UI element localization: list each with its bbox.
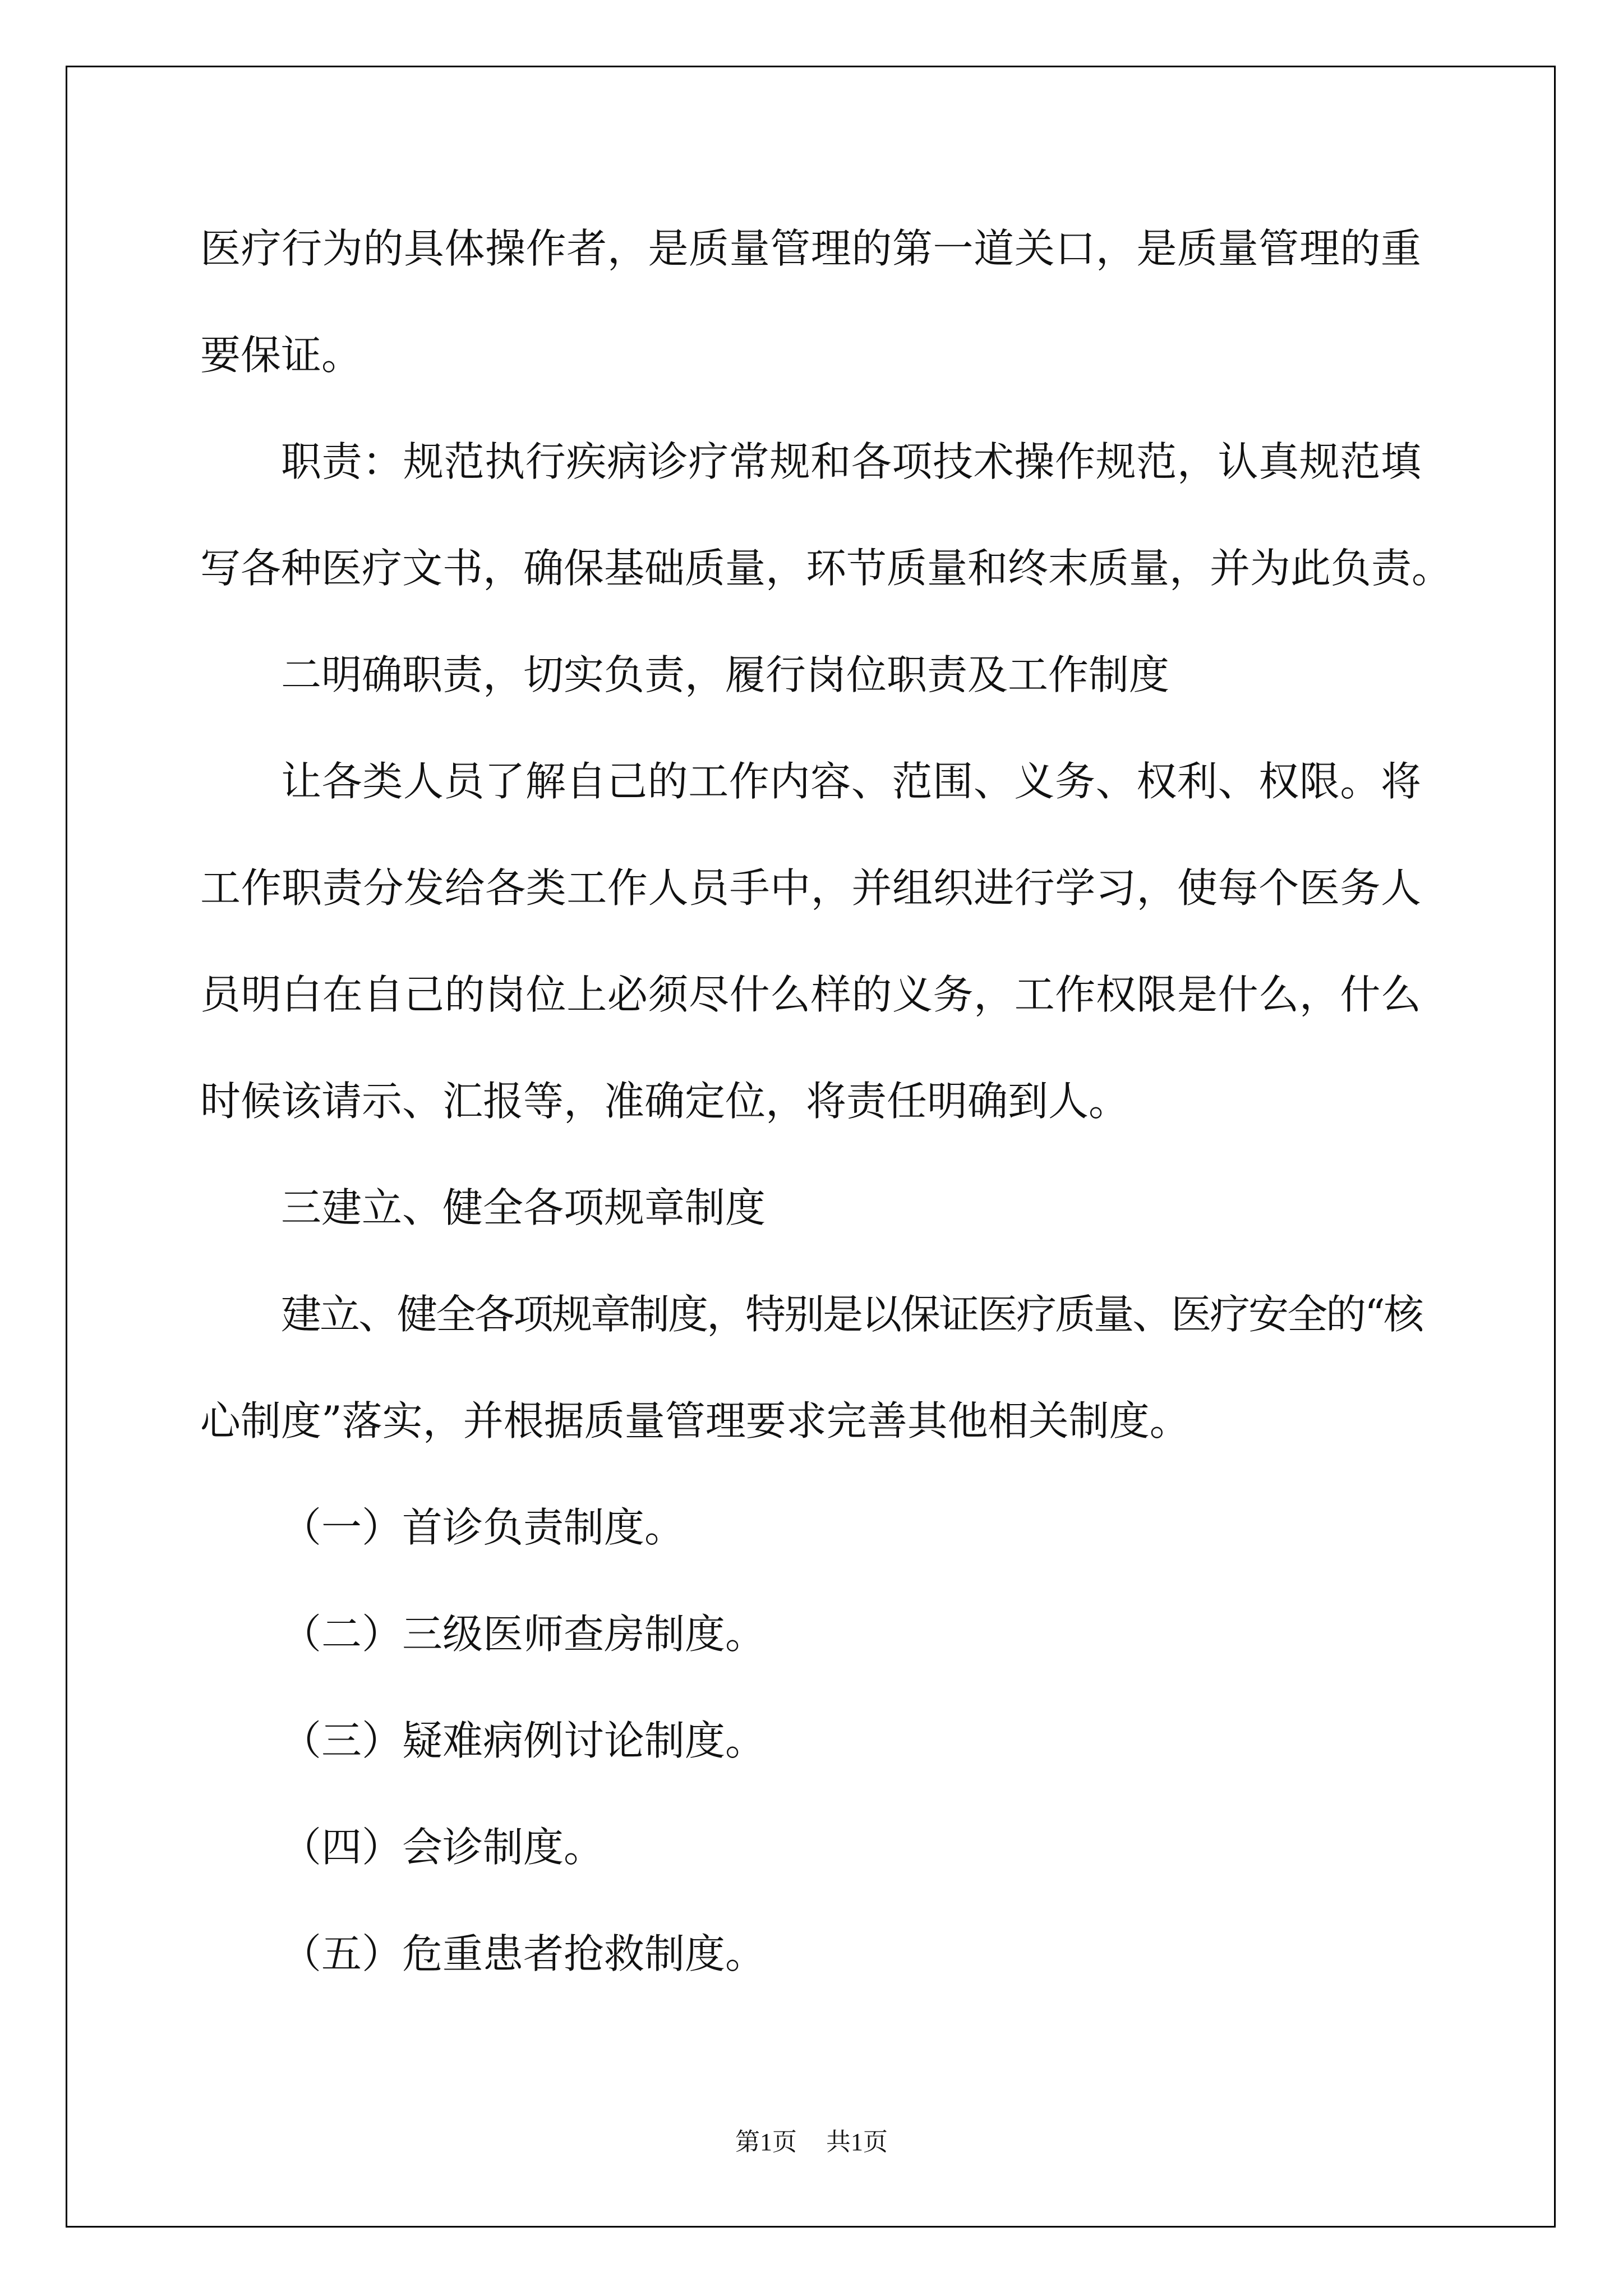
- text-line: 要保证。: [200, 332, 362, 379]
- list-item: （三）疑难病例讨论制度。: [281, 1717, 766, 1764]
- list-item: （一）首诊负责制度。: [281, 1504, 685, 1551]
- text-line: 心制度”落实，并根据质量管理要求完善其他相关制度。: [200, 1397, 1190, 1444]
- text-line: 时候该请示、汇报等，准确定位，将责任明确到人。: [200, 1078, 1129, 1125]
- text-line: 员明白在自己的岗位上必须尽什么样的义务，工作权限是什么，什么: [200, 971, 1421, 1018]
- list-item: （二）三级医师查房制度。: [281, 1611, 766, 1658]
- page-number: 第1页: [735, 2128, 797, 2156]
- text-line: 让各类人员了解自己的工作内容、范围、义务、权利、权限。将: [281, 758, 1421, 805]
- section-heading: 三建立、健全各项规章制度: [281, 1184, 766, 1231]
- text-line: 写各种医疗文书，确保基础质量，环节质量和终末质量，并为此负责。: [200, 545, 1453, 592]
- page-footer: [0, 2125, 1623, 2159]
- section-heading: 二明确职责，切实负责，履行岗位职责及工作制度: [281, 651, 1170, 698]
- list-item: （四）会诊制度。: [281, 1824, 605, 1871]
- text-line: 建立、健全各项规章制度，特别是以保证医疗质量、医疗安全的“核: [281, 1291, 1421, 1338]
- page-total: 共1页: [826, 2128, 888, 2156]
- list-item: （五）危重患者抢救制度。: [281, 1930, 766, 1977]
- text-line: 工作职责分发给各类工作人员手中，并组织进行学习，使每个医务人: [200, 864, 1421, 912]
- text-line: 职责：规范执行疾病诊疗常规和各项技术操作规范，认真规范填: [281, 438, 1421, 485]
- text-line: 医疗行为的具体操作者，是质量管理的第一道关口，是质量管理的重: [200, 225, 1421, 272]
- document-body: [200, 195, 1453, 2007]
